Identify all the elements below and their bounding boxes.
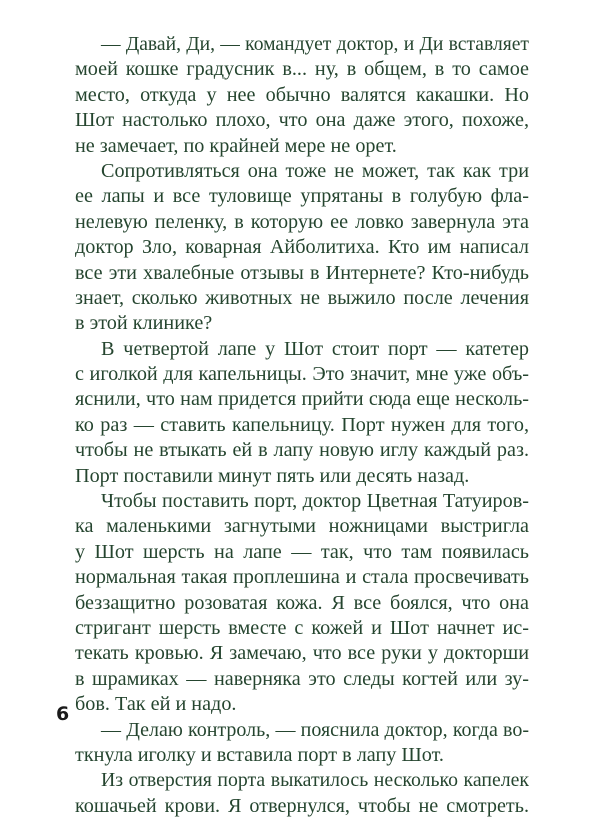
text-line: чтобы не втыкать ей в лапу новую иглу каждый раз. — [75, 439, 529, 462]
text-line: — Давай, Ди, — командует доктор, и Ди вставляет — [101, 34, 529, 55]
paragraph-resist — [75, 159, 529, 337]
text-line: Чтобы поставить порт, доктор Цветная Татуиров- — [101, 490, 529, 513]
text-line: нормальная такая проплешина и стала просвечивать — [75, 566, 529, 589]
body-text — [75, 32, 529, 819]
text-line: ее лапы и все туловище упрятаны в голубую фла- — [75, 185, 529, 208]
text-line: Шот настолько плохо, что она даже этого, похоже, — [75, 109, 529, 132]
text-line: Из отверстия порта выкатилось несколько капелек — [101, 769, 529, 792]
text-line: в этой клинике? — [75, 312, 213, 335]
text-line: кошачьей крови. Я отвернулся, чтобы не смотреть. — [75, 794, 529, 817]
text-line: беззащитно розоватая кожа. Я все боялся, что она — [75, 591, 529, 614]
text-line: ткнула иголку и вставила порт в лапу Шот. — [75, 743, 444, 766]
text-line: Порт поставили минут пять или десять назад. — [75, 464, 470, 487]
paragraph-control — [75, 718, 529, 769]
paragraph-blood — [75, 768, 529, 819]
text-line: ка маленькими загнутыми ножницами выстригла — [75, 515, 529, 538]
text-line: бов. Так ей и надо. — [75, 693, 237, 716]
text-line: стригант шерсть вместе с кожей и Шот начнет ис- — [75, 616, 529, 639]
paragraph-doctor-command — [75, 32, 529, 159]
text-line: место, откуда у нее обычно валятся какашки. Но — [75, 83, 529, 106]
text-line: Сопротивляться она тоже не может, так как три — [101, 159, 529, 182]
page-number: 6 — [56, 703, 70, 725]
text-line: знает, сколько животных не выжило после лечения — [75, 286, 529, 309]
paragraph-port — [75, 337, 529, 489]
text-line: яснили, что нам придется прийти сюда еще несколь- — [75, 388, 529, 411]
text-line: текать кровью. Я замечаю, что все руки у докторши — [75, 642, 529, 665]
text-line: с иголкой для капельницы. Это значит, мне уже объ- — [75, 363, 529, 386]
text-line: все эти хвалебные отзывы в Интернете? Кто-нибудь — [75, 261, 529, 284]
text-line: ко раз — ставить капельницу. Порт нужен для того, — [75, 413, 529, 436]
text-line: — Делаю контроль, — пояснила доктор, когда во- — [101, 718, 529, 741]
text-line: моей кошке градусник в... ну, в общем, в то самое — [75, 58, 529, 81]
text-line: в шрамиках — наверняка это следы когтей или зу- — [75, 667, 529, 690]
text-line: нелевую пеленку, в которую ее ловко завернула эта — [75, 210, 529, 233]
text-line: не замечает, по крайней мере не орет. — [75, 134, 397, 157]
text-line: у Шот шерсть на лапе — так, что там появилась — [75, 540, 529, 563]
text-line: доктор Зло, коварная Айболитиха. Кто им написал — [75, 236, 529, 259]
paragraph-shaving — [75, 489, 529, 718]
text-line: В четвертой лапе у Шот стоит порт — катетер — [101, 337, 529, 360]
